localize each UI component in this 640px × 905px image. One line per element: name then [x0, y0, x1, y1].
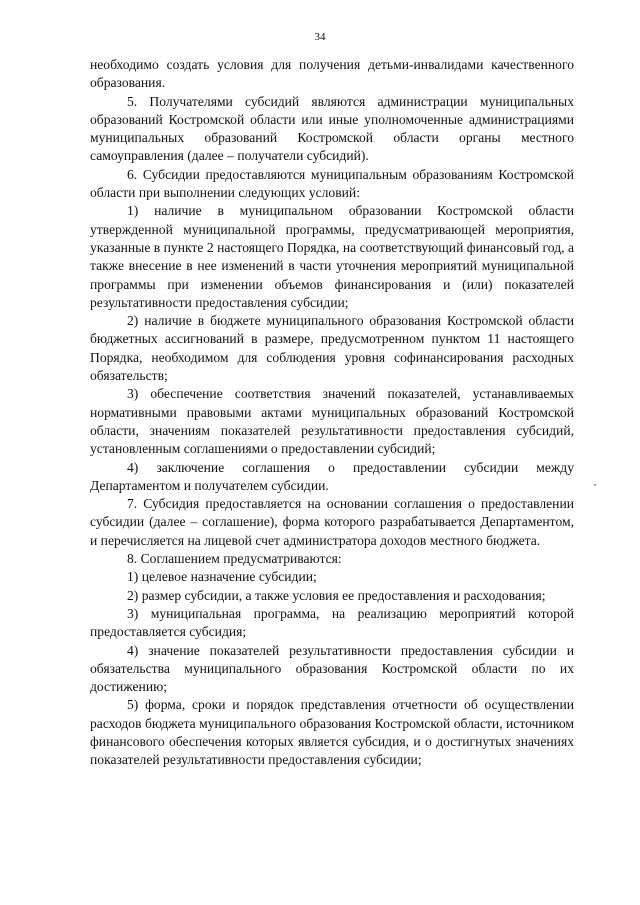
- paragraph: 5) форма, сроки и порядок представления отчетности об осуществлении расходов бюджета муниципального образования Костромской области, источником финансового обеспечения которых является субсидия, и о достигнутых значениях показателей результативности предоставления субсидии;: [90, 697, 574, 768]
- paragraph: 4) значение показателей результативности предоставления субсидии и обязательства муниципального образования Костромской области по их достижению;: [90, 642, 574, 695]
- paragraph: необходимо создать условия для получения детьми-инвалидами качественного образования.: [90, 57, 574, 91]
- paragraph: 2) размер субсидии, а также условия ее предоставления и расходования;: [127, 587, 546, 603]
- paragraph: 3) муниципальная программа, на реализацию мероприятий которой предоставляется субсидия;: [90, 605, 574, 640]
- paragraph: 3) обеспечение соответствия значений показателей, устанавливаемых нормативными правовыми актами муниципальных образований Костромской области, значениям показателей результативности предоставления субсидий, установленным соглашениями о предоставлении субсидий;: [90, 386, 574, 457]
- paragraph: 8. Соглашением предусматриваются:: [127, 551, 342, 567]
- paragraph: 1) наличие в муниципальном образовании Костромской области утвержденной муниципальной программы, предусматривающей мероприятия, указанные в пункте 2 настоящего Порядка, на соответствующий финансовый год, а также внесение в нее изменений в части уточнения мероприятий муниципальной программы при изменении объемов финансирования и (или) показателей результативности предоставления субсидии;: [90, 203, 574, 310]
- page-number: 34: [314, 31, 326, 43]
- paragraph: 7. Субсидия предоставляется на основании соглашения о предоставлении субсидии (далее – соглашение), форма которого разрабатывается Департаментом, и перечисляется на лицевой счет администратора доходов местного бюджета.: [90, 496, 574, 548]
- paragraph: 2) наличие в бюджете муниципального образования Костромской области бюджетных ассигнований в размере, предусмотренном пунктом 11 настоящего Порядка, необходимом для соблюдения уровня софинансирования расходных обязательств;: [90, 313, 574, 384]
- paragraph: 6. Субсидии предоставляются муниципальным образованиям Костромской области при выполнении следующих условий:: [90, 166, 574, 201]
- paragraph: 4) заключение соглашения о предоставлении субсидии между Департаментом и получателем субсидии.: [90, 459, 574, 493]
- document-body: [90, 56, 574, 770]
- scan-speck: [594, 484, 596, 486]
- paragraph: 5. Получателями субсидий являются администрации муниципальных образований Костромской области или иные уполномоченные администрациями муниципальных образований Костромской области органы местного самоуправления (далее – получатели субсидий).: [90, 93, 574, 164]
- paragraph: 1) целевое назначение субсидии;: [127, 569, 317, 585]
